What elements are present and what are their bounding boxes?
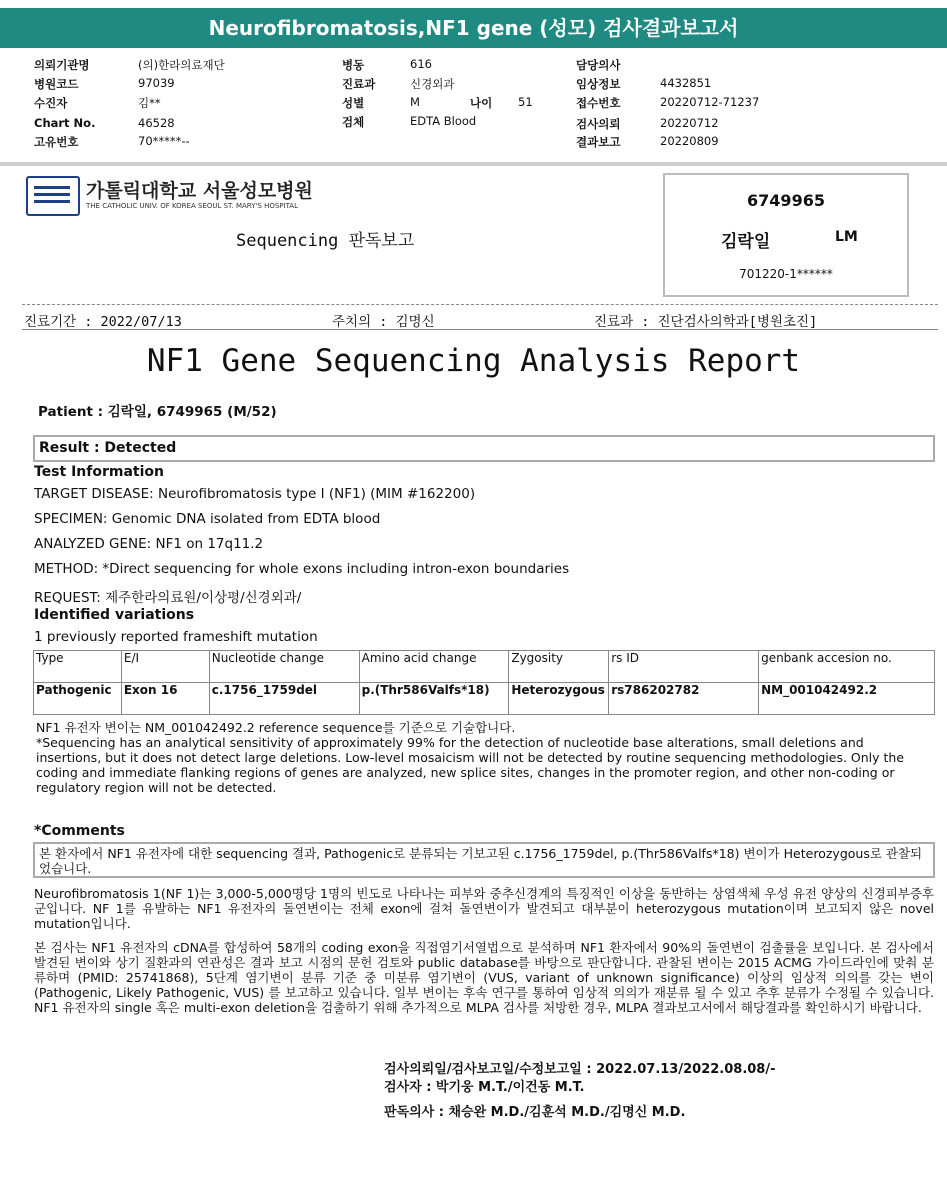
table-cell: rs786202782 bbox=[609, 683, 759, 715]
test-info-heading: Test Information bbox=[34, 464, 164, 480]
meta-label: 수진자 bbox=[34, 96, 68, 110]
table-header-cell: Type bbox=[34, 651, 122, 683]
report-title: NF1 Gene Sequencing Analysis Report bbox=[146, 343, 801, 379]
hospital-branding bbox=[26, 176, 366, 216]
meta-label: 성별 bbox=[342, 96, 365, 110]
patient-line: Patient : 김락일, 6749965 (M/52) bbox=[38, 404, 277, 420]
meta-label: Chart No. bbox=[34, 116, 96, 130]
meta-label: 나이 bbox=[470, 96, 493, 110]
table-header-cell: Amino acid change bbox=[359, 651, 509, 683]
meta-value: 20220712-71237 bbox=[660, 95, 760, 109]
table-row bbox=[34, 683, 935, 715]
meta-label: 검체 bbox=[342, 115, 365, 129]
hospital-name: 가톨릭대학교 서울성모병원 bbox=[86, 180, 313, 202]
meta-value: 20220809 bbox=[660, 134, 719, 148]
patient-rrn: 701220-1****** bbox=[739, 267, 833, 281]
meta-value: (의)한라의료재단 bbox=[138, 58, 225, 72]
request-metadata bbox=[0, 52, 947, 162]
table-cell: p.(Thr586Valfs*18) bbox=[359, 683, 509, 715]
comment-paragraph-nf1: Neurofibromatosis 1(NF 1)는 3,000-5,000명당 1명의 빈도로 나타나는 피부와 중추신경계의 특징적인 이상을 동반하는 상염색체 우성 유전 양상의 신경피부증후군입니다. NF 1를 유발하는 NF1 유전자의 돌연변이는 전체 exon에 걸쳐 돌연변이가 발견되고 대부분이 heterozygous mutation이며 보고되지 않은 novel mutation입니다. bbox=[34, 886, 934, 931]
table-header-cell: genbank accesion no. bbox=[759, 651, 935, 683]
meta-label: 의뢰기관명 bbox=[34, 58, 90, 72]
table-cell: NM_001042492.2 bbox=[759, 683, 935, 715]
info-method: METHOD: *Direct sequencing for whole exons including intron-exon boundaries bbox=[34, 561, 570, 577]
patient-number: 6749965 bbox=[747, 191, 825, 210]
comment-paragraph-method: 본 검사는 NF1 유전자의 cDNA를 합성하여 58개의 coding exon을 직접염기서열법으로 분석하며 NF1 환자에서 90%의 돌연변이 검출률을 보입니다. 본 검사에서 발견된 변이와 상기 질환과의 연관성은 결과 보고 시점의 문헌 검토와 public database를 바탕으로 판단합니다. 관찰된 변이는 2015 ACMG 가이드라인에 맞춰 분류하며 (PMID: 25741868), 5단계 염기변이 분류 기준 중 미분류 염기변이 (VUS, variant of unknown significance) 이상의 임상적 의의를 갖는 변이 (Pathogenic, Likely Pathogenic, VUS) 를 보고하고 있습니다. 일부 변이는 후속 연구를 통하여 임상적 의의가 재분류 될 수 있고 추후 분류가 수정될 수 있습니다. NF1 유전자의 single 혹은 multi-exon deletion을 검출하기 위해 추가적으로 MLPA 검사를 처방한 경우, MLPA 결과보고서에서 해당결과를 확인하시기 바랍니다. bbox=[34, 940, 934, 1015]
meta-value: 김** bbox=[138, 96, 161, 110]
info-specimen: SPECIMEN: Genomic DNA isolated from EDTA blood bbox=[34, 511, 381, 527]
result-text: Result : Detected bbox=[39, 440, 177, 456]
meta-label: 담당의사 bbox=[576, 58, 621, 72]
meta-value: 70*****-- bbox=[138, 134, 190, 148]
patient-tag: LM bbox=[835, 229, 858, 245]
meta-value: 51 bbox=[518, 95, 533, 109]
section-divider bbox=[0, 162, 947, 166]
meta-label: 임상정보 bbox=[576, 77, 621, 91]
catholic-university-seal-icon bbox=[26, 176, 80, 216]
comments-heading: *Comments bbox=[34, 823, 125, 839]
meta-value: M bbox=[410, 95, 420, 109]
info-request: REQUEST: 제주한라의료원/이상평/신경외과/ bbox=[34, 590, 302, 606]
table-header-cell: Nucleotide change bbox=[209, 651, 359, 683]
sensitivity-note: *Sequencing has an analytical sensitivity of approximately 99% for the detection of nucleotide base alterations, small deletions and insertions, but it does not detect large deletions. Low-level mosaicism will not be detected by routine sequencing methodologies. Only the coding and immediate flanking regions of genes are analyzed, new splice sites, changes in the promoter region, and other non-coding or regulatory region will not be detected. bbox=[36, 735, 905, 795]
reading-physicians: 판독의사 : 채승완 M.D./김훈석 M.D./김명신 M.D. bbox=[384, 1105, 686, 1120]
meta-label: 병동 bbox=[342, 58, 365, 72]
report-header-title: Neurofibromatosis,NF1 gene (성모) 검사결과보고서 bbox=[0, 8, 947, 48]
meta-value: 신경외과 bbox=[410, 77, 455, 91]
meta-label: 진료과 bbox=[342, 77, 376, 91]
table-header-cell: E/I bbox=[121, 651, 209, 683]
meta-label: 검사의뢰 bbox=[576, 117, 621, 131]
table-cell: Pathogenic bbox=[34, 683, 122, 715]
attending-doctor: 주치의 : 김명신 bbox=[332, 314, 435, 330]
meta-value: 4432851 bbox=[660, 76, 712, 90]
info-target-disease: TARGET DISEASE: Neurofibromatosis type I (NF1) (MIM #162200) bbox=[34, 486, 476, 502]
meta-value: EDTA Blood bbox=[410, 114, 477, 128]
meta-value: 616 bbox=[410, 57, 432, 71]
tester-names: 검사자 : 박기웅 M.T./이건동 M.T. bbox=[384, 1080, 585, 1095]
visit-period: 진료기간 : 2022/07/13 bbox=[24, 314, 182, 330]
sequencing-notes bbox=[36, 720, 916, 795]
meta-label: 병원코드 bbox=[34, 77, 79, 91]
meta-value: 20220712 bbox=[660, 116, 719, 130]
table-header-cell: rs ID bbox=[609, 651, 759, 683]
table-cell: Heterozygous bbox=[509, 683, 609, 715]
info-analyzed-gene: ANALYZED GENE: NF1 on 17q11.2 bbox=[34, 536, 264, 552]
result-box bbox=[33, 435, 935, 462]
meta-label: 결과보고 bbox=[576, 135, 621, 149]
meta-value: 97039 bbox=[138, 76, 175, 90]
comments-box: 본 환자에서 NF1 유전자에 대한 sequencing 결과, Pathogenic로 분류되는 기보고된 c.1756_1759del, p.(Thr586Valfs*18) 변이가 Heterozygous로 관찰되었습니다. bbox=[33, 842, 935, 878]
meta-label: 접수번호 bbox=[576, 96, 621, 110]
sequencing-title: Sequencing 판독보고 bbox=[236, 231, 415, 251]
table-header-row bbox=[34, 651, 935, 683]
report-dates: 검사의뢰일/검사보고일/수정보고일 : 2022.07.13/2022.08.08/- bbox=[384, 1062, 776, 1077]
table-cell: c.1756_1759del bbox=[209, 683, 359, 715]
hospital-subtitle: THE CATHOLIC UNIV. OF KOREA SEOUL ST. MARY'S HOSPITAL bbox=[86, 202, 298, 210]
reference-note: NF1 유전자 변이는 NM_001042492.2 reference sequence를 기준으로 기술합니다. bbox=[36, 720, 516, 735]
visit-info-bar bbox=[22, 304, 938, 330]
meta-label: 고유번호 bbox=[34, 135, 79, 149]
variations-summary: 1 previously reported frameshift mutation bbox=[34, 629, 318, 645]
visit-department: 진료과 : 진단검사의학과[병원초진] bbox=[594, 314, 818, 330]
table-cell: Exon 16 bbox=[121, 683, 209, 715]
patient-id-box bbox=[663, 173, 909, 297]
patient-name: 김락일 bbox=[721, 232, 771, 252]
variations-heading: Identified variations bbox=[34, 607, 195, 623]
variations-table bbox=[33, 650, 935, 715]
meta-value: 46528 bbox=[138, 116, 175, 130]
table-header-cell: Zygosity bbox=[509, 651, 609, 683]
